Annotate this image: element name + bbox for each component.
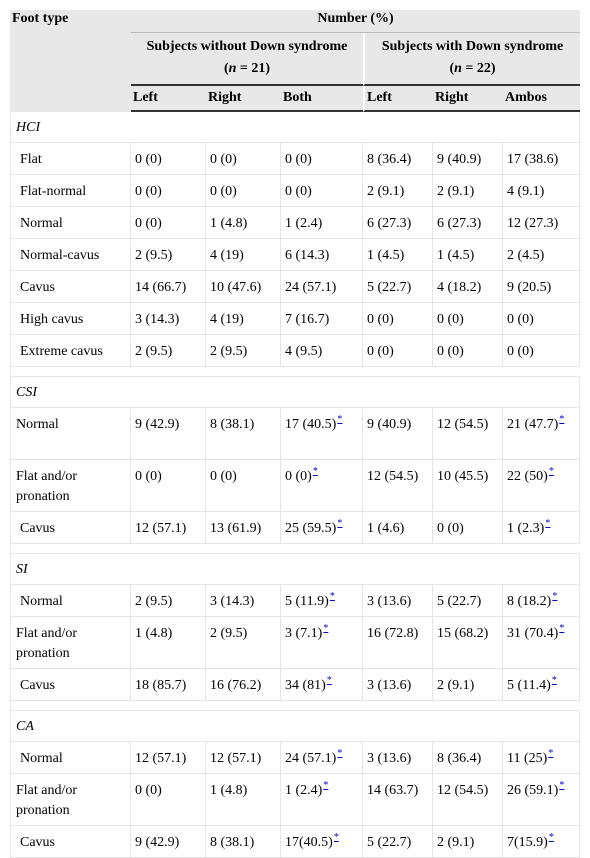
- table-cell: [281, 460, 363, 512]
- table-cell: 17 (38.6): [503, 143, 580, 175]
- table-cell: 0 (0): [206, 175, 281, 207]
- section-title-row: [10, 711, 580, 742]
- table-cell: 9 (40.9): [433, 143, 503, 175]
- row-label: Cavus: [10, 271, 131, 303]
- table-cell: 12 (54.5): [433, 774, 503, 826]
- table-cell: 6 (14.3): [281, 239, 363, 271]
- table-cell: 0 (0): [131, 460, 206, 512]
- cell-value: 26 (59.1): [507, 783, 559, 798]
- table-cell: 0 (0): [503, 335, 580, 367]
- table-cell: 1 (4.5): [433, 239, 503, 271]
- table-cell: 2 (9.1): [433, 669, 503, 701]
- table-cell: [281, 617, 363, 669]
- table-cell: 0 (0): [131, 143, 206, 175]
- table-cell: 5 (22.7): [433, 585, 503, 617]
- section-title: SI: [10, 554, 580, 585]
- table-row: [10, 408, 580, 460]
- row-label: Cavus: [10, 512, 131, 544]
- foot-type-header: Foot type: [10, 10, 131, 112]
- table-cell: 1 (4.8): [206, 207, 281, 239]
- number-header: Number (%): [131, 10, 580, 33]
- table-cell: 12 (57.1): [206, 742, 281, 774]
- table-cell: 6 (27.3): [363, 207, 433, 239]
- table-cell: [281, 512, 363, 544]
- table-cell: 2 (9.5): [206, 617, 281, 669]
- table-cell: 14 (66.7): [131, 271, 206, 303]
- table-cell: 0 (0): [433, 335, 503, 367]
- table-cell: 1 (4.8): [206, 774, 281, 826]
- table-cell: 8 (38.1): [206, 826, 281, 858]
- section-title: CA: [10, 711, 580, 742]
- table-row: [10, 460, 580, 512]
- row-label: Normal: [10, 742, 131, 774]
- table-cell: 14 (63.7): [363, 774, 433, 826]
- table-cell: 2 (9.1): [433, 826, 503, 858]
- row-label: Normal: [10, 207, 131, 239]
- footnote-link[interactable]: *: [552, 591, 558, 603]
- table-cell: 24 (57.1): [281, 271, 363, 303]
- section-title-row: [10, 554, 580, 585]
- table-row: [10, 335, 580, 367]
- cell-value: 1 (2.4): [285, 783, 323, 798]
- cell-value: 3 (7.1): [285, 626, 323, 641]
- table-cell: 0 (0): [281, 143, 363, 175]
- cell-value: 24 (57.1): [285, 751, 337, 766]
- table-cell: 9 (42.9): [131, 826, 206, 858]
- cell-value: 11 (25): [507, 751, 548, 766]
- table-cell: 0 (0): [503, 303, 580, 335]
- table-cell: 8 (36.4): [363, 143, 433, 175]
- table-row: [10, 271, 580, 303]
- table-cell: 0 (0): [206, 143, 281, 175]
- table-row: [10, 207, 580, 239]
- table-row: [10, 303, 580, 335]
- row-label: High cavus: [10, 303, 131, 335]
- table-cell: 0 (0): [363, 335, 433, 367]
- table-row: [10, 617, 580, 669]
- table-cell: 4 (18.2): [433, 271, 503, 303]
- table-body: [10, 112, 580, 858]
- table-cell: 4 (19): [206, 303, 281, 335]
- table-cell: 9 (40.9): [363, 408, 433, 460]
- group-with-n: (n = 22): [449, 61, 496, 76]
- cell-value: 8 (18.2): [507, 594, 552, 609]
- cell-value: 5 (11.4): [507, 678, 551, 693]
- section-title: CSI: [10, 377, 580, 408]
- table-cell: 16 (76.2): [206, 669, 281, 701]
- table-cell: 0 (0): [131, 207, 206, 239]
- table-row: [10, 143, 580, 175]
- table-cell: 1 (4.6): [363, 512, 433, 544]
- footnote-link[interactable]: *: [559, 780, 565, 792]
- row-label: Normal: [10, 585, 131, 617]
- section-gap: [10, 367, 580, 377]
- table-cell: 1 (4.8): [131, 617, 206, 669]
- section-title-row: [10, 112, 580, 143]
- row-label: Flat and/or pronation: [10, 460, 131, 512]
- table-cell: 5 (22.7): [363, 826, 433, 858]
- table-cell: 15 (68.2): [433, 617, 503, 669]
- col-left-without: Left: [131, 86, 206, 112]
- table-cell: 2 (9.1): [363, 175, 433, 207]
- table-cell: 2 (9.5): [131, 335, 206, 367]
- footnote-link[interactable]: *: [323, 623, 329, 635]
- table-header: [10, 10, 580, 112]
- col-ambos-with: Ambos: [503, 86, 580, 112]
- table-cell: 12 (54.5): [433, 408, 503, 460]
- cell-value: 34 (81): [285, 678, 326, 693]
- table-cell: 4 (9.1): [503, 175, 580, 207]
- table-cell: 13 (61.9): [206, 512, 281, 544]
- table-cell: [281, 585, 363, 617]
- table-cell: 9 (42.9): [131, 408, 206, 460]
- table-cell: 0 (0): [363, 303, 433, 335]
- col-left-with: Left: [363, 86, 433, 112]
- table-cell: 18 (85.7): [131, 669, 206, 701]
- table-cell: 5 (22.7): [363, 271, 433, 303]
- cell-value: 21 (47.7): [507, 417, 559, 432]
- cell-value: 1 (2.3): [507, 521, 545, 536]
- row-label: Flat and/or pronation: [10, 774, 131, 826]
- group-without-n: (n = 21): [223, 61, 271, 76]
- section-title-row: [10, 377, 580, 408]
- section-title: HCI: [10, 112, 580, 143]
- table-cell: 12 (57.1): [131, 742, 206, 774]
- footnote-link[interactable]: *: [337, 414, 343, 426]
- group-with-label: Subjects with Down syndrome: [381, 39, 564, 54]
- table-row: [10, 239, 580, 271]
- row-label: Flat and/or pronation: [10, 617, 131, 669]
- table-cell: [503, 408, 580, 460]
- table-cell: [503, 826, 580, 858]
- footnote-link[interactable]: *: [329, 591, 335, 603]
- cell-value: 0 (0): [285, 469, 312, 484]
- table-cell: [503, 669, 580, 701]
- table-cell: [281, 408, 363, 460]
- table-cell: 2 (9.5): [131, 239, 206, 271]
- table-cell: 3 (13.6): [363, 585, 433, 617]
- table-cell: 7 (16.7): [281, 303, 363, 335]
- table-row: [10, 512, 580, 544]
- footnote-link[interactable]: *: [337, 748, 343, 760]
- table-row: [10, 175, 580, 207]
- table-cell: [503, 585, 580, 617]
- footnote-link[interactable]: *: [323, 780, 329, 792]
- row-label: Normal-cavus: [10, 239, 131, 271]
- cell-value: 25 (59.5): [285, 521, 337, 536]
- table-row: [10, 585, 580, 617]
- table-cell: 2 (4.5): [503, 239, 580, 271]
- footnote-link[interactable]: *: [326, 675, 332, 687]
- table-cell: 3 (14.3): [206, 585, 281, 617]
- table-cell: 0 (0): [281, 175, 363, 207]
- table-cell: [503, 460, 580, 512]
- group-without-down-header: [131, 33, 363, 86]
- row-label: Extreme cavus: [10, 335, 131, 367]
- table-cell: [281, 774, 363, 826]
- table-cell: 4 (19): [206, 239, 281, 271]
- footnote-link[interactable]: *: [312, 466, 318, 478]
- footnote-link[interactable]: *: [548, 832, 554, 844]
- row-label: Flat: [10, 143, 131, 175]
- table-cell: 10 (47.6): [206, 271, 281, 303]
- row-label: Cavus: [10, 826, 131, 858]
- footnote-link[interactable]: *: [551, 675, 557, 687]
- table-cell: 12 (27.3): [503, 207, 580, 239]
- cell-value: 22 (50): [507, 469, 548, 484]
- table-row: [10, 669, 580, 701]
- section-gap: [10, 544, 580, 554]
- cell-value: 17(40.5): [285, 835, 333, 850]
- table-cell: 3 (14.3): [131, 303, 206, 335]
- cell-value: 7(15.9): [507, 835, 548, 850]
- table-cell: 16 (72.8): [363, 617, 433, 669]
- table-cell: 0 (0): [131, 175, 206, 207]
- table-cell: [281, 742, 363, 774]
- table-cell: [281, 826, 363, 858]
- table-cell: 4 (9.5): [281, 335, 363, 367]
- table-cell: 8 (36.4): [433, 742, 503, 774]
- footnote-link[interactable]: *: [337, 518, 343, 530]
- group-without-label: Subjects without Down syndrome: [146, 39, 348, 54]
- table-cell: 0 (0): [131, 774, 206, 826]
- table-cell: 12 (57.1): [131, 512, 206, 544]
- row-label: Cavus: [10, 669, 131, 701]
- col-right-with: Right: [433, 86, 503, 112]
- col-both-without: Both: [281, 86, 363, 112]
- row-label: Flat-normal: [10, 175, 131, 207]
- group-with-down-header: [363, 33, 580, 86]
- foot-type-table: [10, 10, 580, 858]
- section-gap: [10, 701, 580, 711]
- table-cell: [281, 669, 363, 701]
- table-cell: 3 (13.6): [363, 742, 433, 774]
- table-row: [10, 742, 580, 774]
- table-cell: 2 (9.5): [206, 335, 281, 367]
- footnote-link[interactable]: *: [545, 518, 551, 530]
- table-cell: 2 (9.1): [433, 175, 503, 207]
- table-cell: [503, 774, 580, 826]
- col-right-without: Right: [206, 86, 281, 112]
- table-cell: 2 (9.5): [131, 585, 206, 617]
- table-cell: 10 (45.5): [433, 460, 503, 512]
- table-row: [10, 826, 580, 858]
- table-cell: 1 (2.4): [281, 207, 363, 239]
- table-cell: 8 (38.1): [206, 408, 281, 460]
- table-cell: [503, 617, 580, 669]
- footnote-link[interactable]: *: [333, 832, 339, 844]
- footnote-link[interactable]: *: [548, 748, 554, 760]
- table-cell: 6 (27.3): [433, 207, 503, 239]
- table-cell: [503, 512, 580, 544]
- table-cell: 0 (0): [433, 303, 503, 335]
- table-cell: 0 (0): [433, 512, 503, 544]
- row-label: Normal: [10, 408, 131, 460]
- table-cell: [503, 742, 580, 774]
- cell-value: 31 (70.4): [507, 626, 559, 641]
- table-cell: 3 (13.6): [363, 669, 433, 701]
- cell-value: 17 (40.5): [285, 417, 337, 432]
- table-cell: 1 (4.5): [363, 239, 433, 271]
- table-row: [10, 774, 580, 826]
- footnote-link[interactable]: *: [559, 414, 565, 426]
- table-cell: 0 (0): [206, 460, 281, 512]
- table-cell: 12 (54.5): [363, 460, 433, 512]
- footnote-link[interactable]: *: [548, 466, 554, 478]
- footnote-link[interactable]: *: [559, 623, 565, 635]
- table-cell: 9 (20.5): [503, 271, 580, 303]
- cell-value: 5 (11.9): [285, 594, 329, 609]
